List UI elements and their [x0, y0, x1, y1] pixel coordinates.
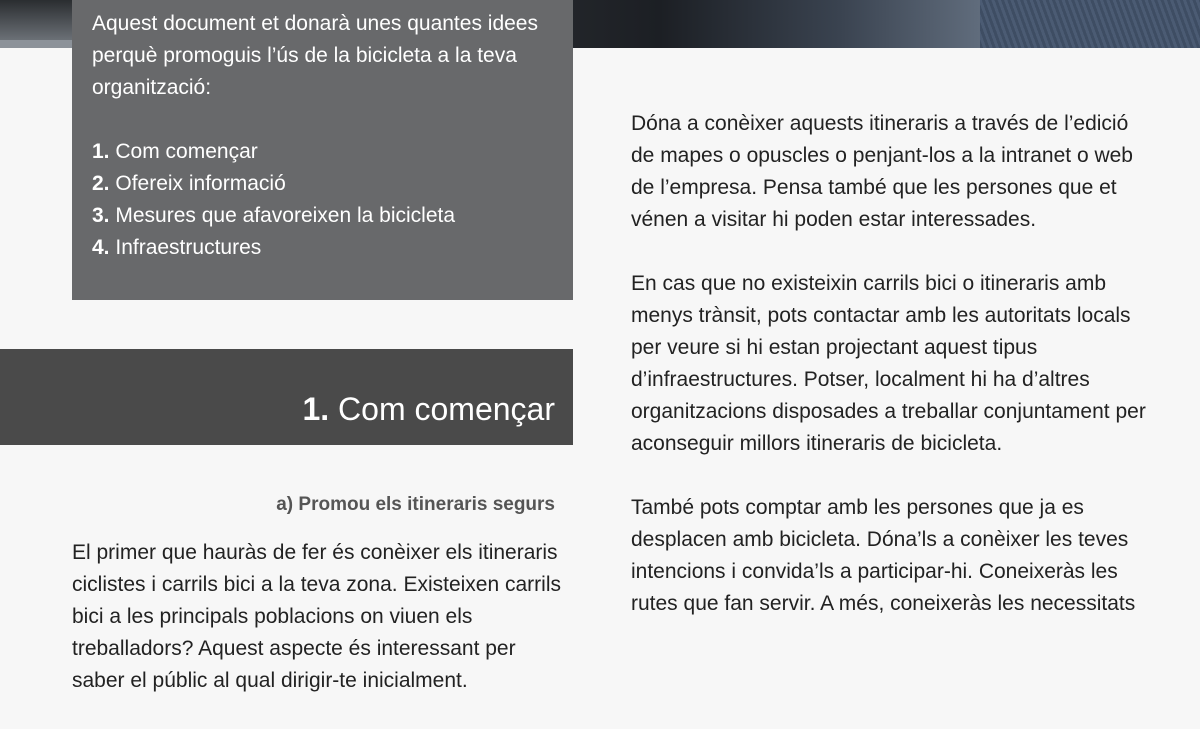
contents-item [92, 168, 553, 200]
body-paragraph: També pots comptar amb les persones que ja es desplacen amb bicicleta. Dóna’ls a conèixer les teves intencions i convida’ls a participar-hi. Coneixeràs les rutes que fan servir. A més, coneixeràs les necessitats [631, 496, 1136, 615]
section-title [302, 389, 555, 429]
item-label: Com començar [115, 140, 258, 163]
contents-item [92, 136, 553, 168]
contents-item [92, 200, 553, 232]
subheading: a) Promou els itineraris segurs [276, 494, 555, 515]
contents-item [92, 232, 553, 264]
left-column [72, 537, 562, 729]
body-paragraph: Dóna a conèixer aquests itineraris a través de l’edició de mapes o opuscles o penjant-los a la intranet o web de l’empresa. Pensa també que les persones que et vénen a visitar hi poden estar interessades. [631, 112, 1133, 231]
item-number: 2. [92, 172, 110, 195]
item-number: 3. [92, 204, 110, 227]
body-paragraph: En cas que no existeixin carrils bici o itineraris amb menys trànsit, pots contactar amb les autoritats locals per veure si hi estan projectant aquest tipus d’infraestructures. Potser, localment hi ha d’altres organitzacions disposades a treballar conjuntament per aconseguir millors itineraris de bicicleta. [631, 272, 1146, 455]
item-number: 1. [92, 140, 110, 163]
contents-list [92, 136, 553, 264]
item-label: Mesures que afavoreixen la bicicleta [115, 204, 456, 227]
intro-box [72, 0, 573, 300]
item-label: Ofereix informació [115, 172, 286, 195]
intro-text: Aquest document et donarà unes quantes idees perquè promoguis l’ús de la bicicleta a la teva organització: [92, 12, 538, 99]
photo-ledge [0, 40, 72, 48]
section-number: 1. [302, 391, 330, 427]
right-column [631, 108, 1151, 652]
body-paragraph: El primer que hauràs de fer és conèixer els itineraris ciclistes i carrils bici a la teva zona. Existeixen carrils bici a les principals poblacions on viuen els treballadors? Aquest aspecte és interessant per saber el públic al qual dirigir-te inicialment. [72, 541, 561, 692]
item-number: 4. [92, 236, 110, 259]
section-header [0, 349, 573, 445]
item-label: Infraestructures [115, 236, 262, 259]
photo-window [0, 0, 72, 40]
photo-fabric [980, 0, 1200, 48]
section-title-text: Com començar [338, 391, 555, 427]
